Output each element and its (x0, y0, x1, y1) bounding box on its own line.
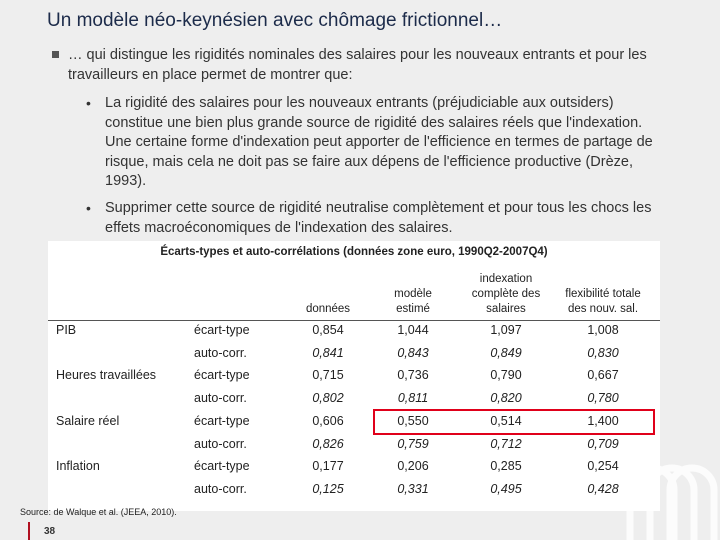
slide-title: Un modèle néo-keynésien avec chômage frictionnel… (47, 10, 503, 31)
table-cell: 1,400 (587, 413, 619, 428)
table-cell: 0,849 (490, 345, 522, 360)
main-bullet (52, 45, 672, 85)
table-cell: 0,820 (490, 391, 522, 406)
table-cell: 0,854 (312, 323, 344, 337)
row-stat-label: auto-corr. (194, 391, 247, 406)
table-cell: 0,712 (490, 436, 522, 451)
row-stat-label: auto-corr. (194, 481, 247, 496)
table-cell: 0,736 (397, 368, 429, 383)
sub-bullet-2 (86, 199, 666, 238)
column-header (288, 302, 368, 317)
institution-logo-icon (610, 430, 720, 540)
column-header-line: salaires (486, 303, 526, 315)
table-cell: 1,097 (490, 323, 522, 337)
row-variable-label: Salaire réel (56, 413, 120, 428)
row-variable-label: Inflation (56, 459, 100, 474)
table-cell: 0,495 (490, 481, 522, 496)
table-cell: 0,780 (587, 391, 619, 406)
table-cell: 0,802 (312, 391, 344, 406)
column-header (553, 287, 653, 317)
table-cell: 0,125 (312, 481, 344, 496)
table-cell: 0,843 (397, 345, 429, 360)
table-cell: 0,177 (312, 459, 344, 474)
row-stat-label: auto-corr. (194, 436, 247, 451)
footer-accent-line (28, 522, 30, 540)
table-cell: 1,044 (397, 323, 429, 337)
bullet-dot-icon: • (86, 95, 91, 111)
column-header-line: estimé (396, 303, 430, 315)
column-header-line: des nouv. sal. (567, 303, 639, 315)
column-header-line: complète des (471, 288, 541, 300)
table-cell: 0,826 (312, 436, 344, 451)
column-header-line: modèle (394, 288, 432, 300)
column-header (456, 272, 556, 317)
table-cell: 0,206 (397, 459, 429, 474)
page-number: 38 (44, 526, 56, 537)
row-variable-label: PIB (56, 323, 77, 337)
table-cell: 0,830 (587, 345, 619, 360)
table-cell: 0,667 (587, 368, 619, 383)
column-header-line: données (305, 303, 351, 315)
table-cell: 0,428 (587, 481, 619, 496)
table-cell: 0,709 (587, 436, 619, 451)
row-stat-label: écart-type (194, 413, 250, 428)
table-cell: 0,514 (490, 413, 522, 428)
table-cell: 0,841 (312, 345, 344, 360)
row-variable-label: Heures travaillées (56, 368, 157, 383)
column-header-line: flexibilité totale (565, 288, 641, 300)
column-header (373, 287, 453, 317)
row-stat-label: écart-type (194, 323, 250, 337)
table-cell: 0,759 (397, 436, 429, 451)
row-stat-label: auto-corr. (194, 345, 247, 360)
table-cell: 0,715 (312, 368, 344, 383)
table-cell: 0,606 (312, 413, 344, 428)
table-cell: 0,811 (397, 391, 429, 406)
table-cell: 0,550 (397, 413, 429, 428)
sub-bullet-1 (86, 94, 666, 192)
source-note: Source: de Walque et al. (JEEA, 2010). (20, 507, 177, 517)
table-cell: 0,285 (490, 459, 522, 474)
statistics-table (48, 241, 660, 511)
table-cell: 0,331 (397, 481, 429, 496)
header-divider (48, 320, 660, 321)
table-cell: 0,790 (490, 368, 522, 383)
row-stat-label: écart-type (194, 368, 250, 383)
square-bullet-icon (52, 51, 59, 58)
sub-bullet-1-text: La rigidité des salaires pour les nouveaux entrants (préjudiciable aux outsiders) constitue une bien plus grande source de rigidité des salaires réels que l'indexation. Une certaine forme d'indexation peut apporter de l'efficience en termes de partage de risque, mais cela ne doit pas se faire aux dépens de l'efficience productive (Drèze, 1993). (105, 95, 653, 189)
bullet-dot-icon: • (86, 200, 91, 216)
table-cell: 1,008 (587, 323, 619, 337)
main-bullet-text: … qui distingue les rigidités nominales des salaires pour les nouveaux entrants et pour les travailleurs en place permet de montrer que: (68, 47, 647, 83)
table-caption: Écarts-types et auto-corrélations (données zone euro, 1990Q2-2007Q4) (160, 246, 548, 258)
table-cell: 0,254 (587, 459, 619, 474)
row-stat-label: écart-type (194, 459, 250, 474)
sub-bullet-2-text: Supprimer cette source de rigidité neutralise complètement et pour tous les chocs les effets macroéconomiques de l'indexation des salaires. (105, 200, 652, 236)
column-header-line: indexation (479, 273, 533, 285)
